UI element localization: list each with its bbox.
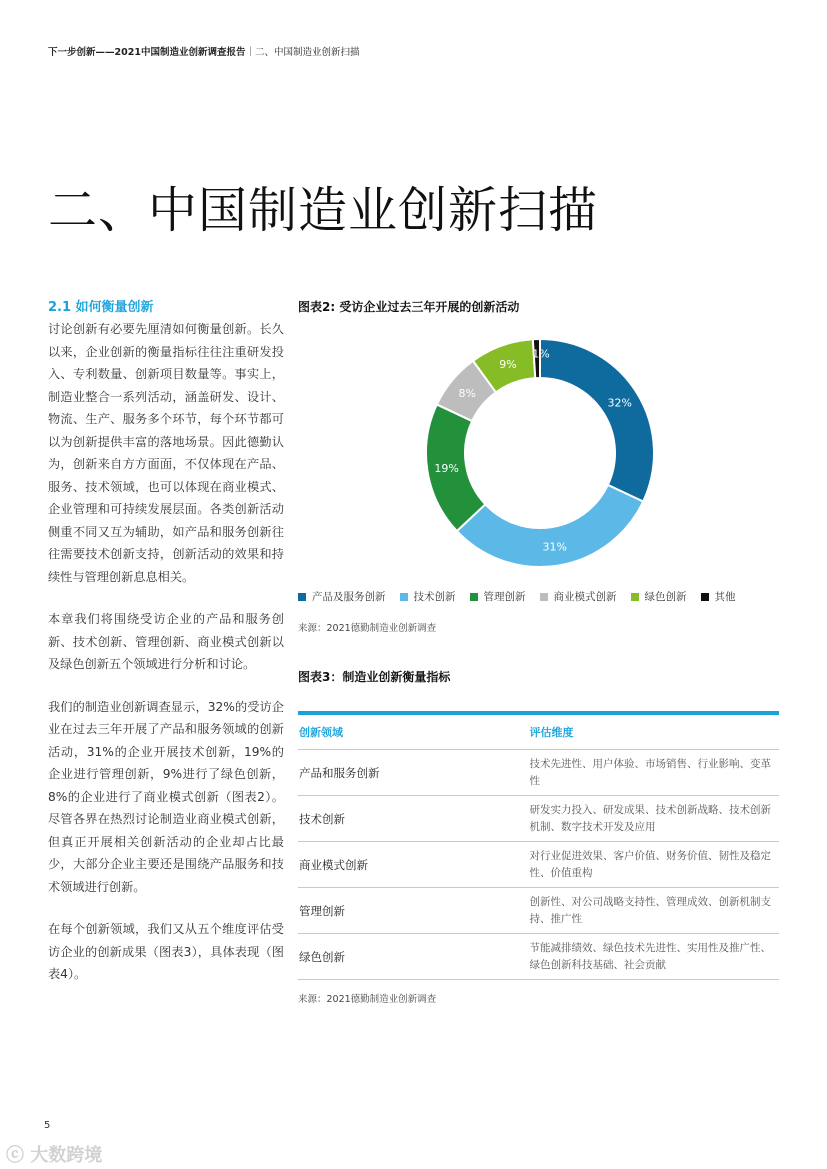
table-cell-field: 技术创新	[299, 811, 345, 826]
legend-swatch	[400, 593, 408, 601]
paragraph-3: 我们的制造业创新调查显示，32%的受访企业在过去三年开展了产品和服务领域的创新活动，31%的企业开展技术创新，19%的企业进行管理创新，9%进行了绿色创新，8%的企业进行了商业模式创新（图表2）。尽管各界在热烈讨论制造业商业模式创新，但真正开展相关创新活动的企业却占比最少，大部分企业主要还是围绕产品服务和技术领域进行创新。	[48, 699, 284, 894]
legend-swatch	[540, 593, 548, 601]
page-number: 5	[44, 1120, 51, 1131]
legend-swatch	[298, 593, 306, 601]
legend-item	[400, 589, 456, 604]
table-cell-field: 管理创新	[299, 903, 345, 918]
legend-label: 技术创新	[413, 591, 456, 603]
donut-slice-label: 31%	[542, 540, 568, 554]
chart-source: 来源：2021德勤制造业创新调查	[298, 623, 437, 634]
legend-swatch	[470, 593, 478, 601]
legend-swatch	[701, 593, 709, 601]
legend-item	[540, 589, 617, 604]
legend-item	[470, 589, 526, 604]
header-section: ｜二、中国制造业创新扫描	[245, 47, 360, 58]
page-title: 二、中国制造业创新扫描	[48, 182, 599, 239]
paragraph-2: 本章我们将围绕受访企业的产品和服务创新、技术创新、管理创新、商业模式创新以及绿色创新五个领域进行分析和讨论。	[48, 612, 284, 671]
legend-label: 商业模式创新	[553, 591, 617, 603]
legend-label: 产品及服务创新	[312, 591, 386, 603]
table-source: 来源：2021德勤制造业创新调查	[298, 994, 437, 1005]
table-title: 图表3：制造业创新衡量指标	[298, 670, 451, 684]
table-row	[298, 796, 779, 842]
table-row	[298, 934, 779, 980]
table-cell-dimension: 研发实力投入、研发成果、技术创新战略、技术创新机制、数字技术开发及应用	[529, 803, 772, 833]
table-row	[298, 842, 779, 888]
paragraph-4: 在每个创新领域，我们又从五个维度评估受访企业的创新成果（图表3），具体表现（图表4）。	[48, 922, 284, 981]
table-header-dimension: 评估维度	[529, 725, 574, 739]
table-cell-dimension: 创新性、对公司战略支持性、管理成效、创新机制支持、推广性	[529, 895, 772, 925]
legend-label: 其他	[714, 591, 736, 603]
legend-swatch	[631, 593, 639, 601]
donut-slice-label: 1%	[532, 347, 550, 361]
running-header	[48, 44, 359, 58]
table-cell-dimension: 技术先进性、用户体验、市场销售、行业影响、变革性	[529, 757, 772, 787]
paragraph-1: 讨论创新有必要先厘清如何衡量创新。长久以来，企业创新的衡量指标往往注重研发投入、专利数量、创新项目数量等。事实上，制造业整合一系列活动，涵盖研发、设计、物流、生产、服务多个环节，每个环节都可以为创新提供丰富的落地场景。因此德勤认为，创新来自方方面面，不仅体现在产品、服务、技术领域，也可以体现在商业模式、企业管理和可持续发展层面。各类创新活动侧重不同又互为辅助，如产品和服务创新往往需要技术创新支持，创新活动的效果和持续性与管理创新息息相关。	[48, 322, 284, 584]
legend-label: 绿色创新	[644, 591, 687, 603]
legend-item	[298, 589, 386, 604]
table-cell-field: 商业模式创新	[299, 857, 368, 872]
left-column	[48, 296, 284, 1006]
donut-slice-label: 9%	[499, 358, 517, 372]
table-cell-field: 产品和服务创新	[299, 765, 380, 780]
table-cell-dimension: 节能减排绩效、绿色技术先进性、实用性及推广性、绿色创新科技基础、社会贡献	[529, 941, 772, 971]
chart-title: 图表2: 受访企业过去三年开展的创新活动	[298, 300, 520, 314]
table-header-row	[298, 715, 779, 750]
section-heading: 2.1 如何衡量创新	[48, 300, 154, 315]
header-report-title: 下一步创新——2021中国制造业创新调查报告	[48, 47, 246, 58]
donut-slice-label: 32%	[607, 396, 633, 410]
donut-slice-label: 19%	[434, 461, 459, 475]
table-cell-field: 绿色创新	[299, 949, 345, 964]
table-header-field: 创新领域	[299, 726, 343, 739]
indicator-table	[298, 711, 779, 980]
chart-legend	[298, 589, 736, 604]
legend-item	[701, 589, 736, 604]
watermark-logo: ⓒ 大数跨境	[6, 1145, 103, 1166]
table-row	[298, 888, 779, 934]
donut-chart	[420, 333, 660, 573]
table-row	[298, 750, 779, 796]
donut-slice	[457, 485, 643, 567]
legend-label: 管理创新	[483, 591, 526, 603]
table-cell-dimension: 对行业促进效果、客户价值、财务价值、韧性及稳定性、价值重构	[529, 849, 772, 879]
legend-item	[631, 589, 687, 604]
donut-slice	[540, 339, 654, 502]
donut-slice-label: 8%	[458, 386, 476, 400]
